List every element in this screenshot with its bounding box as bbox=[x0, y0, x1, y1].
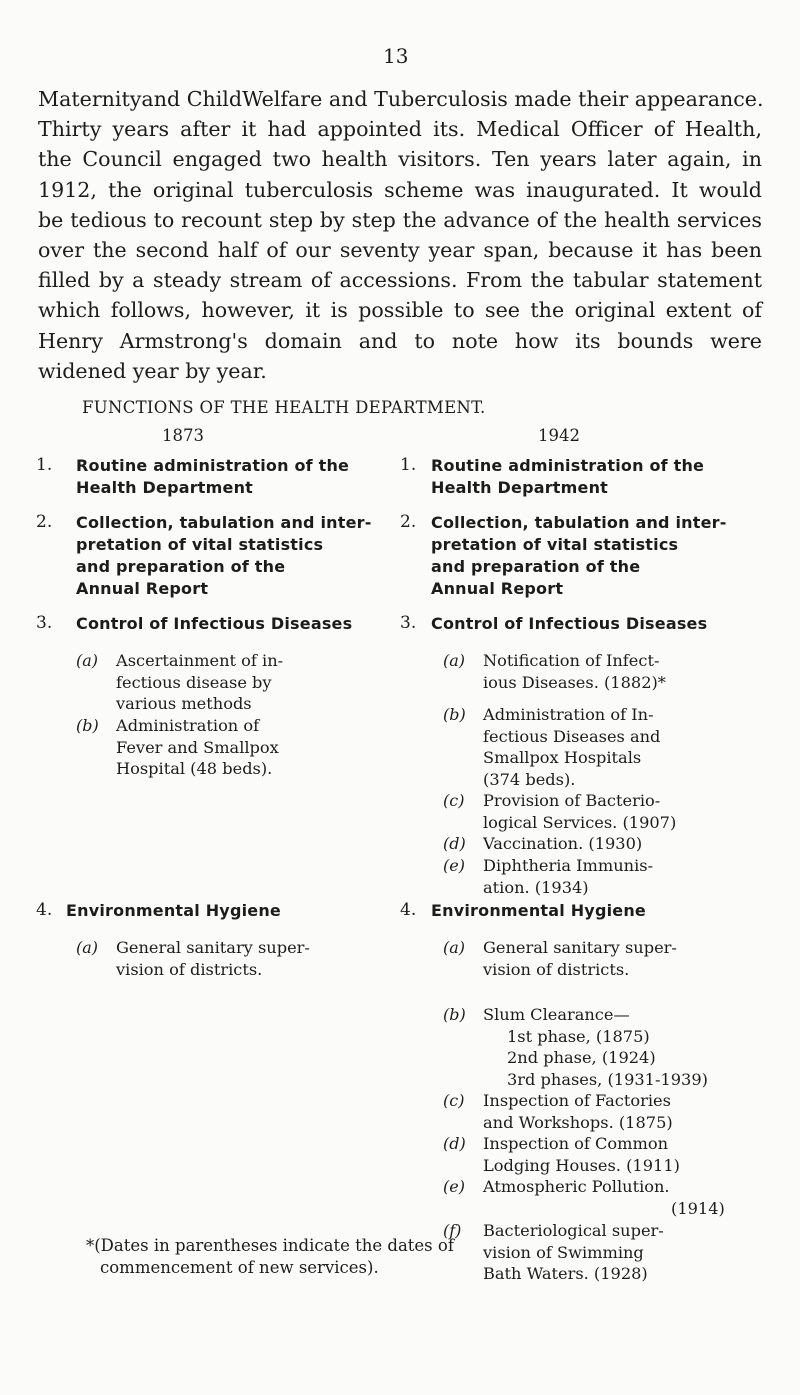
item-line: General sanitary super- bbox=[483, 938, 677, 957]
section-number: 4. bbox=[400, 900, 417, 920]
item-line: (374 beds). bbox=[483, 769, 576, 789]
heading-line: and preparation of the bbox=[431, 557, 641, 576]
heading-line: pretation of vital statistics bbox=[76, 535, 324, 554]
intro-line: Maternityand ChildWelfare and Tuberculosis made their appearance. bbox=[38, 87, 764, 111]
item-label: (a) bbox=[76, 938, 99, 957]
section-number: 1. bbox=[400, 455, 417, 475]
item-line: Provision of Bacterio- bbox=[483, 791, 661, 810]
item-line: Lodging Houses. (1911) bbox=[483, 1155, 680, 1175]
item-text bbox=[483, 937, 731, 980]
item-label: (a) bbox=[76, 651, 99, 670]
item-text bbox=[116, 715, 348, 780]
intro-line: 1912, the original tuberculosis scheme was inaugurated. It would bbox=[38, 177, 762, 202]
heading-line: and preparation of the bbox=[76, 557, 286, 576]
item-line: ation. (1934) bbox=[483, 877, 589, 897]
left-year: 1873 bbox=[162, 426, 204, 445]
footnote-line: commencement of new services). bbox=[100, 1258, 379, 1277]
heading-line: Routine administration of the bbox=[76, 456, 350, 475]
item-line: Administration of In- bbox=[483, 705, 654, 724]
section-number: 2. bbox=[36, 512, 53, 532]
heading-line: Health Department bbox=[431, 478, 609, 497]
item-line: Vaccination. (1930) bbox=[483, 834, 643, 853]
item-label: (d) bbox=[443, 834, 466, 853]
item-line: Hospital (48 beds). bbox=[116, 759, 273, 778]
right-year: 1942 bbox=[538, 426, 580, 445]
section-heading bbox=[76, 455, 349, 499]
heading-line: Collection, tabulation and inter- bbox=[76, 513, 372, 532]
intro-line: which follows, however, it is possible to see the original extent of bbox=[38, 298, 762, 323]
item-line: Atmospheric Pollution. bbox=[483, 1177, 670, 1196]
item-line: Fever and Smallpox bbox=[116, 737, 279, 757]
item-line: Bath Waters. (1928) bbox=[483, 1264, 648, 1283]
item-text bbox=[483, 1004, 731, 1090]
item-label: (c) bbox=[443, 1091, 465, 1110]
heading-line: Control of Infectious Diseases bbox=[76, 614, 353, 633]
item-text bbox=[483, 833, 731, 855]
intro-line: over the second half of our seventy year span, because it has been bbox=[38, 238, 762, 263]
item-line: 3rd phases, (1931-1939) bbox=[507, 1069, 708, 1089]
heading-line: Collection, tabulation and inter- bbox=[431, 513, 727, 532]
heading-line: Annual Report bbox=[431, 579, 564, 598]
section-heading bbox=[431, 512, 727, 600]
section-number: 1. bbox=[36, 455, 53, 475]
item-text bbox=[483, 650, 731, 693]
section-number: 4. bbox=[36, 900, 53, 920]
intro-line: be tedious to recount step by step the advance of the health services bbox=[38, 207, 762, 232]
item-label: (a) bbox=[443, 651, 466, 670]
item-label: (b) bbox=[76, 716, 99, 735]
item-line: Inspection of Common bbox=[483, 1134, 669, 1153]
item-label: (d) bbox=[443, 1134, 466, 1153]
item-text bbox=[116, 937, 356, 980]
section-number: 3. bbox=[400, 613, 417, 633]
intro-line: widened year by year. bbox=[38, 358, 267, 383]
section-heading bbox=[431, 455, 704, 499]
item-line: and Workshops. (1875) bbox=[483, 1112, 673, 1132]
item-line: vision of districts. bbox=[483, 959, 630, 979]
item-line: vision of Swimming bbox=[483, 1242, 644, 1262]
item-label: (b) bbox=[443, 705, 466, 724]
item-label: (b) bbox=[443, 1005, 466, 1024]
heading-line: Control of Infectious Diseases bbox=[431, 614, 708, 633]
item-line: Ascertainment of in- bbox=[116, 651, 284, 670]
item-line: vision of districts. bbox=[116, 959, 263, 979]
item-text bbox=[483, 1090, 731, 1133]
section-number: 3. bbox=[36, 613, 53, 633]
item-line: fectious disease by bbox=[116, 672, 272, 692]
footnote bbox=[86, 1235, 454, 1279]
item-label: (e) bbox=[443, 856, 465, 875]
item-label: (c) bbox=[443, 791, 465, 810]
table-caption: FUNCTIONS OF THE HEALTH DEPARTMENT. bbox=[82, 398, 486, 417]
intro-line: the Council engaged two health visitors. Ten years later again, in bbox=[38, 147, 762, 172]
item-line: logical Services. (1907) bbox=[483, 812, 677, 832]
item-label: (f) bbox=[443, 1221, 462, 1240]
item-line: Notification of Infect- bbox=[483, 651, 660, 670]
item-label: (a) bbox=[443, 938, 466, 957]
item-line: 2nd phase, (1924) bbox=[507, 1048, 656, 1067]
item-line: Diphtheria Immunis- bbox=[483, 856, 654, 875]
heading-line: Health Department bbox=[76, 478, 254, 497]
item-line: Bacteriological super- bbox=[483, 1221, 664, 1240]
item-label: (e) bbox=[443, 1177, 465, 1196]
section-heading bbox=[66, 900, 281, 922]
item-text bbox=[483, 1220, 731, 1285]
item-text bbox=[116, 650, 348, 715]
item-text bbox=[483, 1176, 731, 1219]
item-line: 1st phase, (1875) bbox=[507, 1026, 650, 1046]
section-heading bbox=[431, 900, 646, 922]
item-text bbox=[483, 704, 731, 790]
item-line: fectious Diseases and bbox=[483, 726, 661, 746]
item-line: Administration of bbox=[116, 716, 260, 735]
item-line: ious Diseases. (1882)* bbox=[483, 672, 666, 692]
heading-line: Routine administration of the bbox=[431, 456, 705, 475]
heading-line: pretation of vital statistics bbox=[431, 535, 679, 554]
intro-paragraph bbox=[38, 84, 762, 386]
page-number: 13 bbox=[383, 44, 409, 68]
intro-line: Thirty years after it had appointed its. Medical Officer of Health, bbox=[38, 117, 762, 142]
heading-line: Environmental Hygiene bbox=[66, 901, 281, 920]
item-line: (1914) bbox=[671, 1198, 725, 1218]
item-text bbox=[483, 855, 731, 898]
item-line: Slum Clearance— bbox=[483, 1005, 630, 1024]
heading-line: Annual Report bbox=[76, 579, 209, 598]
item-line: various methods bbox=[116, 694, 252, 713]
section-heading bbox=[76, 512, 372, 600]
footnote-line: *(Dates in parentheses indicate the dates of bbox=[86, 1236, 454, 1255]
heading-line: Environmental Hygiene bbox=[431, 901, 646, 920]
intro-line: Henry Armstrong's domain and to note how its bounds were bbox=[38, 328, 762, 353]
item-line: General sanitary super- bbox=[116, 938, 310, 957]
item-line: Smallpox Hospitals bbox=[483, 748, 642, 767]
section-heading bbox=[76, 613, 352, 635]
section-heading bbox=[431, 613, 707, 635]
item-text bbox=[483, 790, 731, 833]
item-text bbox=[483, 1133, 731, 1176]
section-number: 2. bbox=[400, 512, 417, 532]
intro-line: filled by a steady stream of accessions. From the tabular statement bbox=[38, 268, 762, 293]
item-line: Inspection of Factories bbox=[483, 1091, 671, 1110]
